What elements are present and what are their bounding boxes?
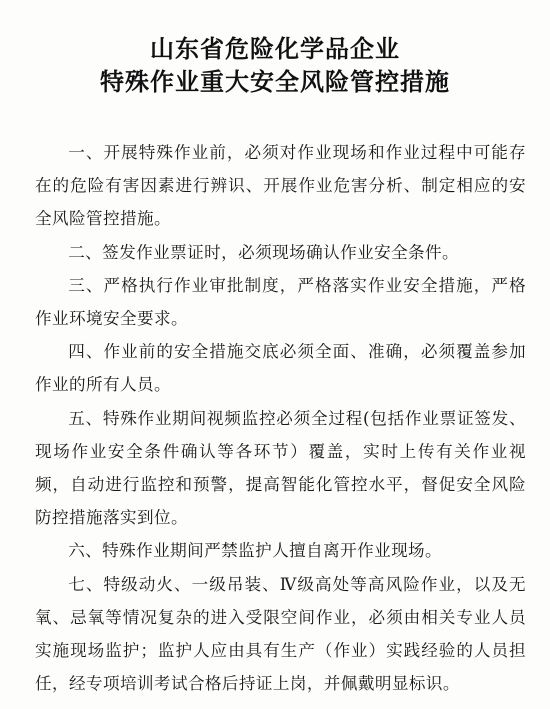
document-title-line-1: 山东省危险化学品企业 [150, 35, 400, 63]
paragraph-7: 七、特级动火、一级吊装、Ⅳ级高处等高风险作业，以及无氧、忌氧等情况复杂的进入受限空间作业，必须由相关专业人员实施现场监护；监护人应由具有生产（作业）实践经验的人员担任，经专项培训考试合格后持证上岗，并佩戴明显标识。 [35, 574, 526, 694]
paragraph-1: 一、开展特殊作业前，必须对作业现场和作业过程中可能存在的危险有害因素进行辨识、开展作业危害分析、制定相应的安全风险管控措施。 [35, 143, 526, 229]
document-title-line-2: 特殊作业重大安全风险管控措施 [100, 68, 450, 96]
paragraph-3: 三、严格执行作业审批制度，严格落实作业安全措施，严格作业环境安全要求。 [35, 275, 526, 329]
paragraph-4: 四、作业前的安全措施交底必须全面、准确，必须覆盖参加作业的所有人员。 [35, 342, 526, 395]
document-body [35, 136, 526, 700]
paragraph-5: 五、特殊作业期间视频监控必须全过程(包括作业票证签发、现场作业安全条件确认等各环节）覆盖，实时上传有关作业视频，自动进行监控和预警，提高智能化管控水平，督促安全风险防控措施落实到位。 [35, 408, 526, 528]
paragraph-2: 二、签发作业票证时，必须现场确认作业安全条件。 [68, 242, 460, 262]
paragraph-6: 六、特殊作业期间严禁监护人擅自离开作业现场。 [68, 541, 443, 561]
